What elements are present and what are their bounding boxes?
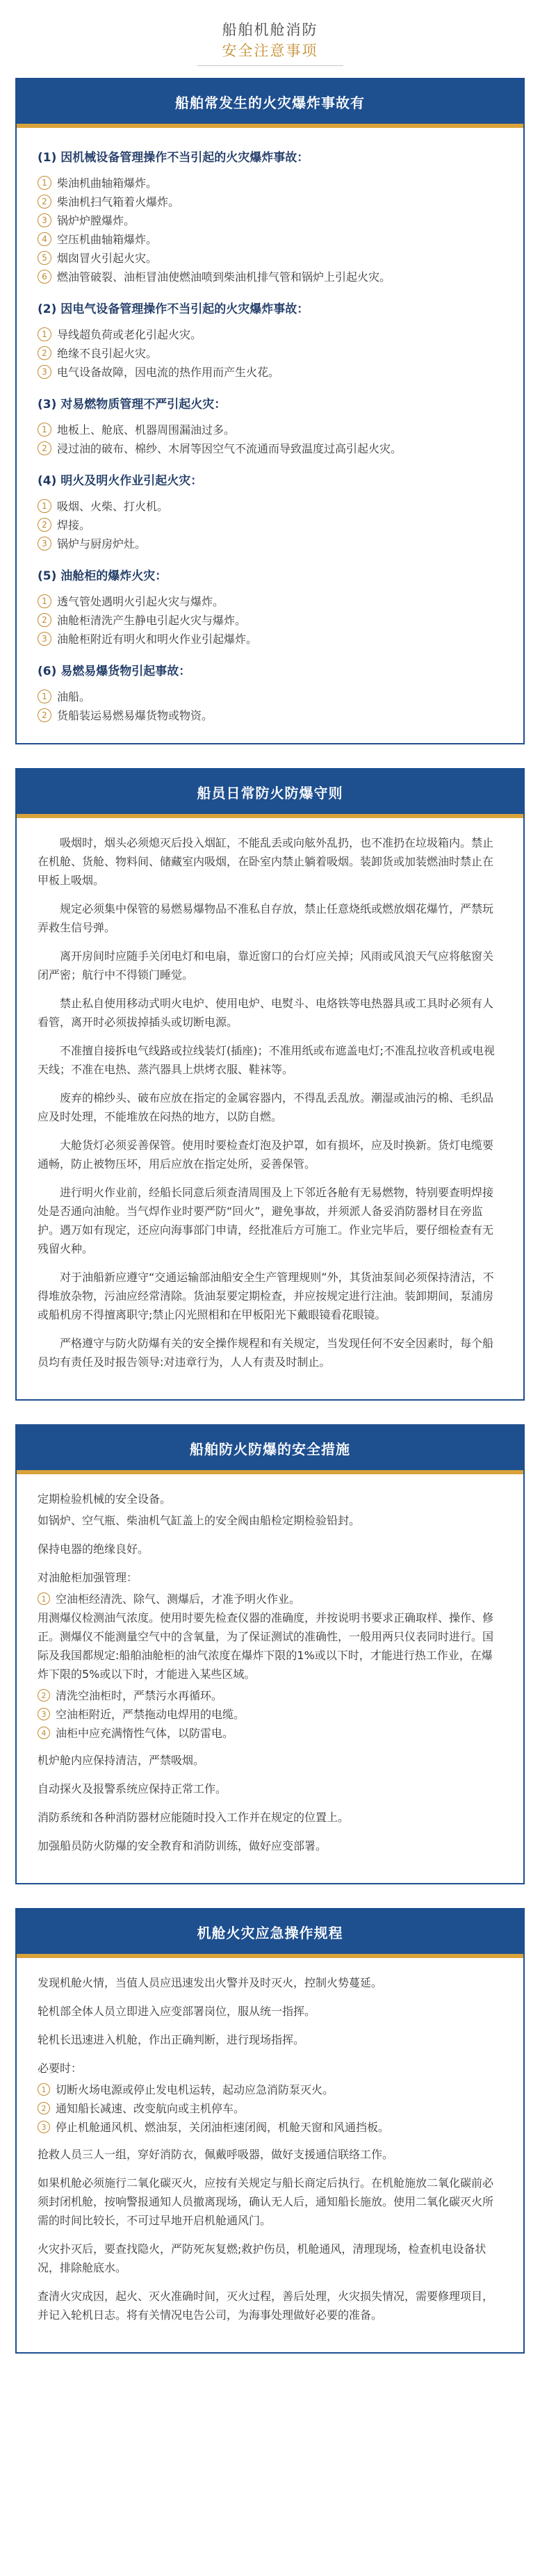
list-item: 2 油舱柜清洗产生静电引起火灾与爆炸。 (38, 611, 502, 630)
list-item: 1 地板上、舱底、机器周围漏油过多。 (38, 421, 502, 439)
circled-number-icon: 1 (38, 1592, 50, 1605)
page-header (0, 0, 540, 78)
paragraph: 定期检验机械的安全设备。 (38, 1492, 172, 1506)
section-banner (17, 79, 523, 128)
paragraph: 禁止私自使用移动式明火电炉、使用电炉、电熨斗、电烙铁等电热器具或工具时必须有人看管，离开时必须拔掉插头或切断电源。 (38, 997, 494, 1029)
paragraph: 如果机舱必须施行二氧化碳灭火，应按有关规定与船长商定后执行。在机舱施放二氧化碳前必须封闭机舱，按响警报通知人员撤离现场，确认无人后，通知船长施放。使用二氧化碳灭火所需的时间比较长，不可过早地开启机舱通风门。 (38, 2176, 494, 2227)
section-fire-accidents (15, 78, 525, 744)
list-item: 3 电气设备故障，因电流的热作用而产生火花。 (38, 363, 502, 382)
section-heading: 船员日常防火防爆守则 (197, 784, 343, 801)
page-subtitle: 安全注意事项 (222, 42, 318, 59)
page-title: 船舶机舱消防 (222, 22, 318, 38)
circled-number-icon: 2 (38, 195, 51, 209)
title-divider (197, 65, 343, 66)
list-item: 1 切断火场电源或停止发电机运转，起动应急消防泵灭火。 (38, 2080, 502, 2099)
list-item: 3 空油柜附近，严禁拖动电焊用的电缆。 (38, 1705, 502, 1724)
paragraph: 查清火灾成因，起火、灭火准确时间，灭火过程，善后处理，火灾损失情况，需要修理项目，并记入轮机日志。将有关情况电告公司，为海事处理做好必要的准备。 (38, 2290, 494, 2322)
circled-number-icon: 1 (38, 327, 51, 341)
circled-number-icon: 5 (38, 251, 51, 265)
section-daily-rules (15, 768, 525, 1401)
paragraph: 如锅炉、空气瓶、柴油机气缸盖上的安全阀由船检定期检验铅封。 (38, 1514, 361, 1527)
list-item: 5 烟囱冒火引起火灾。 (38, 249, 502, 268)
paragraph: 抢救人员三人一组，穿好消防衣，佩戴呼吸器，做好支援通信联络工作。 (38, 2148, 394, 2161)
circled-number-icon: 3 (38, 1708, 50, 1720)
paragraph: 废弃的棉纱头、破布应放在指定的金属容器内，不得乱丢乱放。潮湿或油污的棉、毛织品应及时处理，不能堆放在闷热的地方，以防自燃。 (38, 1091, 494, 1123)
paragraph: 火灾扑灭后，要查找隐火，严防死灰复燃;救护伤员，机舱通风，清理现场，检查机电设备状况，排除舱底水。 (38, 2242, 486, 2274)
circled-number-icon: 2 (38, 346, 51, 360)
paragraph: 对于油船新应遵守“交通运输部油船安全生产管理规则”外，其货油泵间必须保持清洁，不得堆放杂物，污油应经常清除。货油泵要定期检查，并应按规定进行注油。装卸期间，泵浦房或船机房不得擅离职守;禁止闪光照相和在甲板阳光下戴眼镜看花眼镜。 (38, 1271, 494, 1321)
list-item: 1 柴油机曲轴箱爆炸。 (38, 174, 502, 193)
paragraph: 不准擅自接拆电气线路或拉线装灯(插座)；不准用纸或布遮盖电灯;不准乱拉收音机或电视天线；不准在电热、蒸汽器具上烘烤衣服、鞋袜等。 (38, 1044, 495, 1076)
list-item: 1 空油柜经清洗、除气、测爆后，才准予明火作业。 (38, 1590, 502, 1608)
paragraph: 吸烟时，烟头必须熄灭后投入烟缸，不能乱丢或向舷外乱扔，也不准扔在垃圾箱内。禁止在机舱、货舱、物料间、储藏室内吸烟，在卧室内禁止躺着吸烟。装卸货或加装燃油时禁止在甲板上吸烟。 (38, 836, 494, 887)
section-body (17, 128, 523, 743)
list-item: 2 柴油机扫气箱着火爆炸。 (38, 193, 502, 211)
paragraph: 大舱货灯必须妥善保管。使用时要检查灯泡及护罩，如有损坏，应及时换新。货灯电缆要通畅，防止被物压坏，用后应放在指定处所，妥善保管。 (38, 1139, 494, 1171)
section-banner (17, 1426, 523, 1474)
circled-number-icon: 3 (38, 632, 51, 646)
paragraph: 用测爆仪检测油气浓度。使用时要先检查仪器的准确度，并按说明书要求正确取样、操作、修正。测爆仪不能测量空气中的含氧量，为了保证测试的准确性，一般用两只仪表同时进行。国际及我国都规定:船舶油舱柜的油气浓度在爆炸下限的1%或以下时，才能进行热工作业，在爆炸下限的5%或以下时，才能进入某些区域。 (38, 1611, 494, 1681)
circled-number-icon: 1 (38, 176, 51, 190)
paragraph: 离开房间时应随手关闭电灯和电扇，靠近窗口的台灯应关掉；风雨或风浪天气应将舷窗关闭严密；航行中不得锁门睡觉。 (38, 949, 494, 981)
section-heading: 机舱火灾应急操作规程 (197, 1924, 343, 1941)
section-banner (17, 769, 523, 818)
list-item: 1 吸烟、火柴、打火机。 (38, 497, 502, 516)
circled-number-icon: 1 (38, 594, 51, 608)
paragraph: 机炉舱内应保持清洁，严禁吸烟。 (38, 1754, 205, 1767)
paragraph: 必要时： (38, 2062, 83, 2075)
section-safety-measures (15, 1424, 525, 1884)
list-item: 2 通知船长减速、改变航向或主机停车。 (38, 2099, 502, 2118)
list-item: 2 清洗空油柜时，严禁污水再循环。 (38, 1686, 502, 1705)
section-body (17, 818, 523, 1399)
circled-number-icon: 1 (38, 2083, 50, 2096)
list-item: 1 透气管处遇明火引起火灾与爆炸。 (38, 592, 502, 611)
circled-number-icon: 3 (38, 2121, 50, 2133)
paragraph: 自动探火及报警系统应保持正常工作。 (38, 1782, 227, 1795)
list-item: 2 货船装运易燃易爆货物或物资。 (38, 706, 502, 725)
paragraph: 消防系统和各种消防器材应能随时投入工作并在规定的位置上。 (38, 1811, 350, 1824)
list-item: 3 锅炉与厨房炉灶。 (38, 535, 502, 553)
group-title: (2) 因电气设备管理操作不当引起的火灾爆炸事故： (38, 302, 309, 316)
list-item: 4 油柜中应充满惰性气体，以防雷电。 (38, 1724, 502, 1743)
list-item: 1 油船。 (38, 687, 502, 706)
group-title: (3) 对易燃物质管理不严引起火灾： (38, 398, 227, 411)
paragraph: 严格遵守与防火防爆有关的安全操作规程和有关规定，当发现任何不安全因素时，每个船员均有责任及时报告领导:对违章行为，人人有责及时制止。 (38, 1337, 494, 1369)
paragraph: 规定必须集中保管的易燃易爆物品不准私自存放，禁止任意烧纸或燃放烟花爆竹，严禁玩弄救生信号弹。 (38, 902, 494, 934)
paragraph: 保持电器的绝缘良好。 (38, 1542, 149, 1556)
group-title: (5) 油舱柜的爆炸火灾： (38, 569, 167, 583)
section-body (17, 1958, 523, 2352)
paragraph: 轮机部全体人员立即进入应变部署岗位，服从统一指挥。 (38, 2005, 316, 2018)
section-heading: 船舶防火防爆的安全措施 (190, 1440, 350, 1458)
section-emergency-procedure (15, 1908, 525, 2354)
circled-number-icon: 2 (38, 441, 51, 455)
list-item: 2 焊接。 (38, 516, 502, 535)
circled-number-icon: 6 (38, 270, 51, 284)
circled-number-icon: 2 (38, 1689, 50, 1702)
section-body (17, 1474, 523, 1883)
circled-number-icon: 3 (38, 537, 51, 551)
list-item: 3 油舱柜附近有明火和明火作业引起爆炸。 (38, 630, 502, 649)
circled-number-icon: 2 (38, 613, 51, 627)
list-item: 6 燃油管破裂、油柜冒油使燃油喷到柴油机排气管和锅炉上引起火灾。 (38, 268, 502, 286)
list-item: 2 浸过油的破布、棉纱、木屑等因空气不流通而导致温度过高引起火灾。 (38, 439, 502, 458)
list-item: 3 锅炉炉膛爆炸。 (38, 211, 502, 230)
paragraph: 轮机长迅速进入机舱，作出正确判断，进行现场指挥。 (38, 2033, 305, 2046)
circled-number-icon: 2 (38, 2102, 50, 2114)
paragraph: 进行明火作业前，经船长同意后须查清周围及上下邻近各舱有无易燃物，特别要查明焊接处是否通向油舱。当气焊作业时要严防“回火”，避免事故，并须派人备妥消防器材目在旁监护。遇万如有现定，还应向海事部门申请，经批准后方可施工。作业完毕后，要仔细检查有无残留火种。 (38, 1186, 494, 1255)
paragraph: 加强船员防火防爆的安全教育和消防训练，做好应变部署。 (38, 1839, 327, 1852)
group-title: (1) 因机械设备管理操作不当引起的火灾爆炸事故： (38, 151, 309, 165)
circled-number-icon: 1 (38, 690, 51, 703)
circled-number-icon: 4 (38, 232, 51, 246)
circled-number-icon: 3 (38, 213, 51, 227)
circled-number-icon: 2 (38, 518, 51, 532)
list-item: 2 绝缘不良引起火灾。 (38, 344, 502, 363)
circled-number-icon: 1 (38, 499, 51, 513)
list-item: 1 导线超负荷或老化引起火灾。 (38, 325, 502, 344)
circled-number-icon: 1 (38, 423, 51, 437)
section-heading: 船舶常发生的火灾爆炸事故有 (175, 94, 365, 111)
group-title: (6) 易燃易爆货物引起事故： (38, 665, 191, 678)
paragraph: 发现机舱火情，当值人员应迅速发出火警并及时灭火，控制火势蔓延。 (38, 1976, 383, 1989)
list-item: 3 停止机舱通风机、燃油泵，关闭油柜速闭阀，机舱天窗和风通挡板。 (38, 2118, 502, 2137)
list-item: 4 空压机曲轴箱爆炸。 (38, 230, 502, 249)
section-banner (17, 1909, 523, 1958)
circled-number-icon: 2 (38, 708, 51, 722)
circled-number-icon: 4 (38, 1727, 50, 1739)
circled-number-icon: 3 (38, 365, 51, 379)
group-title: (4) 明火及明火作业引起火灾： (38, 474, 203, 488)
paragraph: 对油舱柜加强管理： (38, 1571, 138, 1584)
